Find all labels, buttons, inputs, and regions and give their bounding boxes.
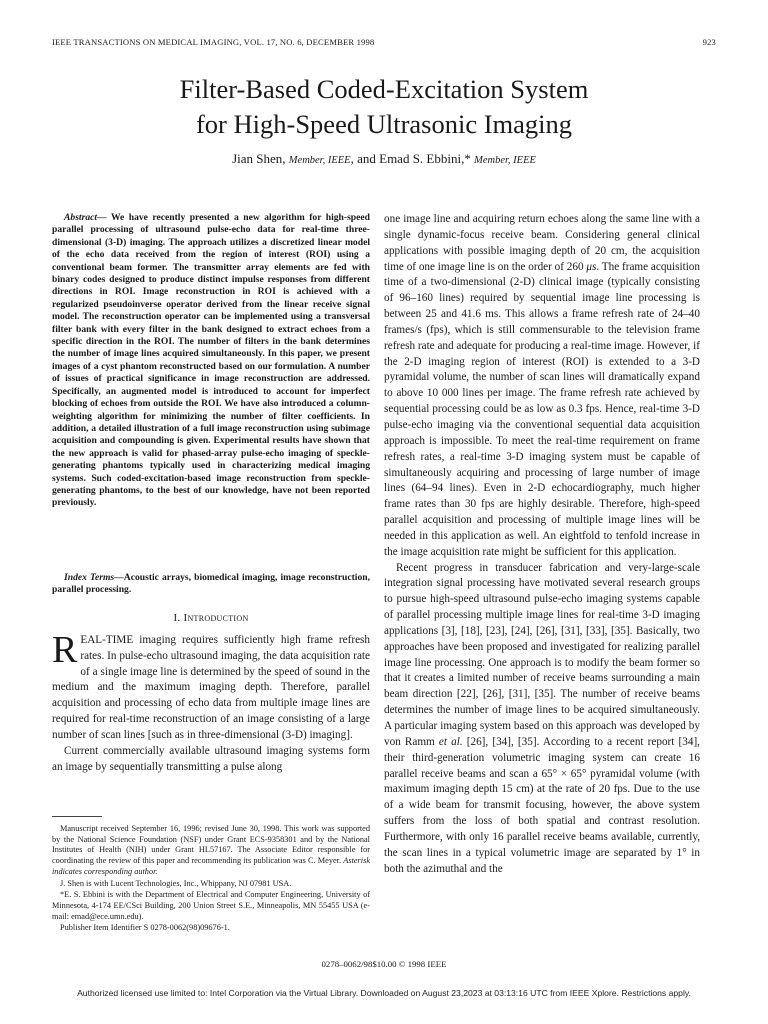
right-paragraph-2-text-a: Recent progress in transducer fabrication and very-large-scale integration signal processing have motivated several research groups to pursue high-speed ultrasound pulse-echo imaging systems capable of parallel processing multiple image lines for real-time 3-D imaging applications [3], [18], [23], [24], [26], [31], [33], [35]. Basically, two approaches have been proposed and investigated for realizing parallel image line processing. One approach is to modify the beam former so that it creates a limited number of receive beams surrounding a main beam direction [22], [26], [31], [35]. The number of receive beams determines the number of image lines to be acquired simultaneously. A particular imaging system based on this approach was developed by von Ramm (384, 561, 700, 748)
intro-lead-word: EAL-TIME (80, 633, 134, 646)
section-title: Introduction (183, 611, 249, 624)
footnote-asterisk-note: Asterisk indicates corresponding author. (52, 856, 370, 876)
index-terms-label: Index Terms— (64, 572, 124, 583)
abstract-label: Abstract— (64, 212, 107, 223)
index-terms-text: Acoustic arrays, biomedical imaging, image reconstruction, parallel processing. (52, 572, 370, 596)
title-line-1: Filter-Based Coded-Excitation System (179, 74, 589, 104)
section-heading-introduction (52, 612, 370, 624)
right-paragraph-1-text-b: . The frame acquisition time of a two-dimensional (2-D) clinical image (typically consisting of 96–160 lines) required by sequential image line processing is between 25 and 41.6 ms. This allows a frame refresh rate of 24–40 frames/s (fps), which is still commensurable to the television frame refresh rate and adequate for producing a real-time image. However, if the 2-D imaging region of interest (ROI) is extended to a 3-D pyramidal volume, the number of scan lines will dramatically expand to above 10 000 lines per image. The frame refresh rate achieved by sequential processing could be as low as 0.3 fps. Hence, real-time 3-D pulse-echo imaging via the conventional sequential data acquisition approach is impossible. To meet the real-time requirement on frame refresh rates, a real-time 3-D imaging system must be capable of simultaneously acquiring and processing of large number of image lines (64–94 lines). Even in 2-D echocardiography, much higher frame rates than 30 fps are highly desirable. Therefore, high-speed parallel acquisition and processing of multiple image lines will be needed in this application as well. An eightfold to tenfold increase in the image acquisition rate might be sufficient for this application. (384, 260, 700, 558)
intro-paragraph-1-text: imaging requires sufficiently high frame refresh rates. In pulse-echo ultrasound imaging, the data acquisition rate of a single image line is determined by the speed of sound in the medium and the maximum imaging depth. Therefore, parallel acquisition and processing of echo data from multiple image lines are required for real-time reconstruction of an image consisting of a large number of scan lines [such as in three-dimensional (3-D) imaging]. (52, 633, 370, 741)
footnote-author-2: *E. S. Ebbini is with the Department of Electrical and Computer Engineering, University of Minnesota, 4-174 EE/CSci Building, 200 Union Street S.E., Minneapolis, MN 55455 USA (e-mail: emad@ece.umn.edu). (52, 890, 370, 921)
paper-title (0, 72, 768, 142)
footnote-publisher-id: Publisher Item Identifier S 0278-0062(98)09676-1. (60, 923, 230, 933)
author-1-name: Jian Shen, (232, 151, 286, 166)
footnote-manuscript-text: Manuscript received September 16, 1996; revised June 30, 1998. This work was supported by the National Science Foundation (NSF) under Grant ECS-9358301 and by the National Institutes of Health (NIH) under Grant HL57167. The Associate Editor responsible for coordinating the review of this paper and recommending its publication was C. Meyer. (52, 824, 370, 866)
section-numeral: I. (173, 611, 181, 624)
journal-citation: IEEE TRANSACTIONS ON MEDICAL IMAGING, VOL. 17, NO. 6, DECEMBER 1998 (52, 37, 375, 47)
footnote-manuscript (52, 824, 370, 878)
abstract-text: We have recently presented a new algorithm for high-speed parallel processing of ultrasound pulse-echo data for real-time three-dimensional (3-D) imaging. The approach utilizes a discretized linear model of the echo data received from the region of interest (ROI) using a conventional beam former. The transmitter array elements are fed with binary codes designed to produce distinct impulse responses from different directions in ROI. Image reconstruction in ROI is achieved with a regularized pseudoinverse operator derived from the linear receive signal model. The reconstruction operator can be implemented using a transversal filter bank with every filter in the bank designed to extract echoes from a specific direction in the ROI. The number of filters in the bank determines the number of image lines acquired simultaneously. In this paper, we present images of a cyst phantom reconstructed based on our formulation. A number of issues of practical significance in image reconstruction are addressed. Specifically, an augmented model is introduced to account for imperfect blocking of echoes from outside the ROI. We have also introduced a column-weighting algorithm for minimizing the number of filter coefficients. In addition, a detailed illustration of a full image reconstruction using subimage acquisition and compounding is given. Experimental results have shown that the new approach is valid for phased-array pulse-echo imaging of speckle-generating phantoms typically used in characterizing medical imaging systems. Such coded-excitation-based image reconstruction from speckle-generating phantoms, to the best of our knowledge, have not been reported previously. (52, 212, 370, 509)
author-line (0, 151, 768, 167)
right-paragraph-2-text-b: [26], [34], [35]. According to a recent report [34], their third-generation volumetric imaging system can create 16 parallel receive beams and scan a 65° × 65° pyramidal volume (with maximum imaging depth 15 cm) at the rate of 20 fps. Due to the use of a wide beam for transmit focusing, however, the above system suffers from the loss of both spatial and contrast resolution. Furthermore, with only 16 parallel receive beams available, currently, the scan lines in a typical volumetric image are separated by 1° in both the azimuthal and the (384, 735, 700, 875)
author-1-membership: Member, IEEE (288, 155, 351, 166)
abstract (52, 212, 370, 566)
intro-paragraph-1 (52, 628, 370, 744)
license-notice: Authorized licensed use limited to: Intel Corporation via the Virtual Library. Downloaded on August 23,2023 at 03:13:16 UTC from IEEE Xplore. Restrictions apply. (77, 988, 691, 998)
page-number: 923 (702, 37, 716, 47)
footnote-author-1: J. Shen is with Lucent Technologies, Inc., Whippany, NJ 07981 USA. (60, 878, 292, 888)
index-terms (52, 572, 370, 597)
footnotes (52, 824, 370, 935)
drop-cap: R (52, 628, 78, 671)
author-connector: , and (350, 151, 376, 166)
title-line-2: for High-Speed Ultrasonic Imaging (195, 109, 573, 139)
right-paragraph-1 (384, 212, 700, 561)
intro-paragraph-2: Current commercially available ultrasound imaging systems form an image by sequentially transmitting a pulse along (52, 744, 370, 773)
left-column (52, 212, 370, 933)
footnote-rule (52, 816, 102, 817)
right-paragraph-2 (384, 561, 700, 878)
right-column (384, 212, 700, 877)
author-2-name: Emad S. Ebbini,* (379, 151, 471, 166)
et-al: et al. (438, 735, 463, 748)
microsecond-unit: μs (586, 260, 597, 273)
author-2-membership: Member, IEEE (474, 155, 536, 166)
copyright-line: 0278–0062/98$10.00 © 1998 IEEE (321, 959, 447, 969)
right-paragraph-1-text-a: one image line and acquiring return echoes along the same line with a single dynamic-focus receive beam. Considering general clinical applications with possible imaging depth of 20 cm, the acquisition time of one image line is on the order of 260 (384, 213, 700, 273)
